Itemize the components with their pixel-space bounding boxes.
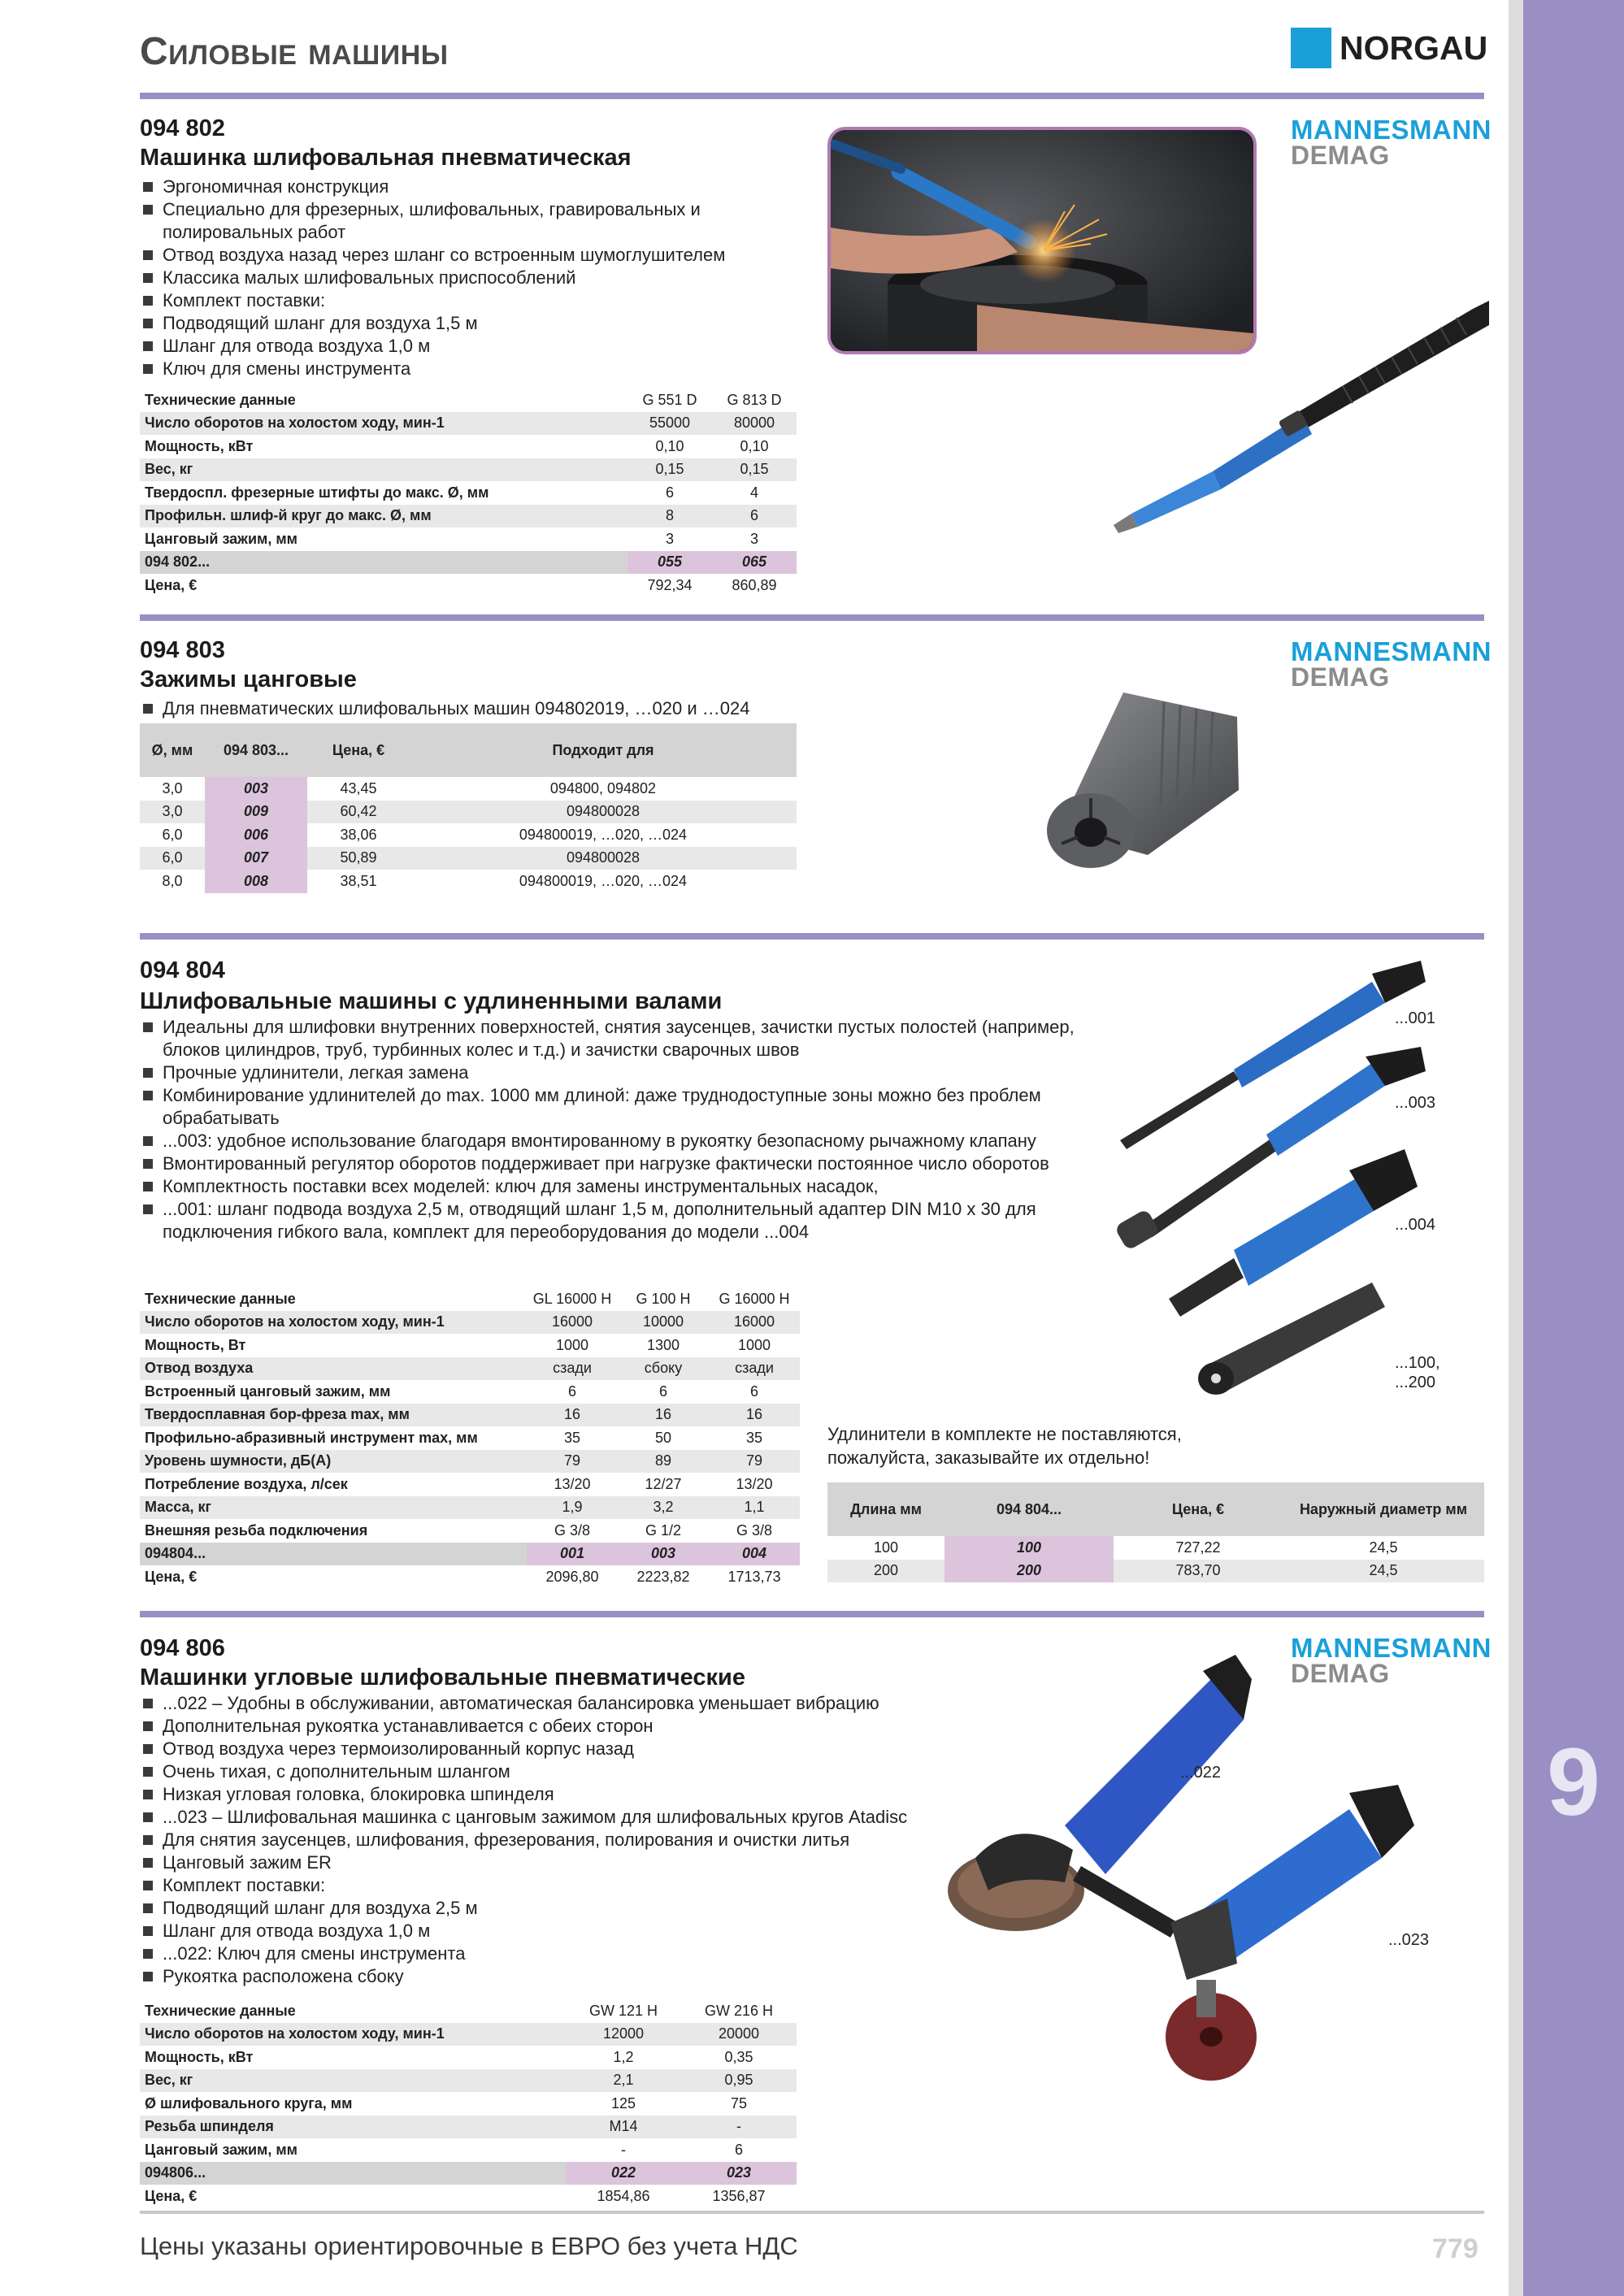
feature-list bbox=[140, 697, 920, 720]
row-label: Твердоспл. фрезерные штифты до макс. Ø, мм bbox=[145, 484, 489, 501]
row-value: 2223,82 bbox=[636, 1568, 690, 1585]
row-value: 0,10 bbox=[655, 437, 684, 454]
row-value: 1713,73 bbox=[727, 1568, 781, 1585]
price-row bbox=[140, 574, 797, 597]
row-value: 0,35 bbox=[724, 2048, 753, 2065]
row-label: Цанговый зажим, мм bbox=[145, 530, 297, 547]
variant-label: ...022 bbox=[1180, 1764, 1222, 1782]
table-cell: 094800, 094802 bbox=[549, 779, 657, 796]
section-heading: Машинки угловые шлифовальные пневматические bbox=[140, 1664, 746, 1691]
table-cell: 6,0 bbox=[162, 826, 183, 843]
feature-item: ...023 – Шлифовальная машинка с цанговым зажимом для шлифовальных кругов Atadisc bbox=[140, 1806, 920, 1829]
row-value: 6 bbox=[567, 1382, 576, 1400]
table-cell: 38,51 bbox=[340, 872, 377, 889]
row-value: 20000 bbox=[681, 2023, 797, 2046]
row-value: GL 16000 H bbox=[532, 1290, 612, 1307]
row-value: 3 bbox=[665, 530, 674, 547]
table-row bbox=[140, 1404, 800, 1427]
row-value: 1,9 bbox=[527, 1496, 618, 1520]
table-row bbox=[140, 801, 797, 824]
variant-label: ...100, bbox=[1395, 1354, 1440, 1372]
feature-list bbox=[140, 176, 814, 380]
row-value: 0,15 bbox=[712, 458, 797, 482]
row-value: G 3/8 bbox=[554, 1521, 591, 1539]
norgau-logo-text: NORGAU bbox=[1340, 29, 1488, 67]
row-label: Мощность, Вт bbox=[145, 1336, 246, 1353]
order-code-row bbox=[140, 2162, 797, 2185]
row-label: Цена, € bbox=[145, 2187, 198, 2204]
table-row bbox=[140, 1473, 800, 1496]
feature-item: Шланг для отвода воздуха 1,0 м bbox=[140, 335, 814, 358]
feature-item: Дополнительная рукоятка устанавливается с обеих сторон bbox=[140, 1715, 920, 1738]
row-value: 6 bbox=[734, 2141, 743, 2158]
variant-label: ...003 bbox=[1395, 1094, 1436, 1112]
row-value: 1000 bbox=[555, 1336, 589, 1353]
feature-item: ...003: удобное использование благодаря вмонтированному в рукоятку безопасному рычажному клапану bbox=[140, 1130, 1099, 1152]
row-value: GW 121 H bbox=[588, 2002, 658, 2019]
table-row bbox=[140, 823, 797, 847]
row-label: 094804... bbox=[140, 1543, 527, 1566]
row-value: G 100 H bbox=[636, 1290, 691, 1307]
table-cell: 3,0 bbox=[162, 779, 183, 796]
row-value: 4 bbox=[749, 484, 758, 501]
table-cell: 727,22 bbox=[1175, 1539, 1221, 1556]
mannesmann-demag-logo: MANNESMANN DEMAG bbox=[1291, 1633, 1492, 1688]
table-row bbox=[140, 435, 797, 458]
row-value: 023 bbox=[681, 2162, 797, 2185]
table-row bbox=[140, 2023, 797, 2046]
table-row bbox=[140, 458, 797, 482]
row-value: сзади bbox=[527, 1357, 618, 1381]
row-value: 55000 bbox=[627, 412, 712, 436]
table-header-row bbox=[140, 1287, 800, 1311]
table-row bbox=[140, 2092, 797, 2116]
table-row bbox=[140, 847, 797, 870]
row-value: 0,10 bbox=[740, 437, 769, 454]
table-cell: 783,70 bbox=[1114, 1560, 1283, 1583]
table-cell: 006 bbox=[205, 823, 307, 847]
row-value: 003 bbox=[618, 1543, 709, 1566]
row-value: 004 bbox=[709, 1543, 800, 1566]
row-value: G 3/8 bbox=[736, 1521, 773, 1539]
table-row bbox=[140, 2046, 797, 2069]
row-label: Масса, кг bbox=[140, 1496, 527, 1520]
feature-item: Цанговый зажим ER bbox=[140, 1851, 920, 1874]
column-header: Наружный диаметр мм bbox=[1283, 1482, 1484, 1536]
row-label: Технические данные bbox=[145, 391, 296, 408]
table-row bbox=[140, 777, 797, 801]
row-value: 13/20 bbox=[736, 1475, 773, 1492]
feature-item: ...001: шланг подвода воздуха 2,5 м, отводящий шланг 1,5 м, дополнительный адаптер DIN M10 x 30 для подключения гибкого вала, комплект для переоборудования до модели ...004 bbox=[140, 1198, 1099, 1243]
row-label: Мощность, кВт bbox=[145, 2048, 254, 2065]
row-value: 50 bbox=[654, 1429, 672, 1446]
row-value: 16 bbox=[709, 1404, 800, 1427]
row-value: 16 bbox=[527, 1404, 618, 1427]
extension-table bbox=[827, 1482, 1484, 1582]
column-header: Ø, мм bbox=[140, 723, 205, 777]
row-value: 1300 bbox=[646, 1336, 680, 1353]
variant-label: ...023 bbox=[1388, 1931, 1430, 1949]
feature-item: Комплект поставки: bbox=[140, 1874, 920, 1897]
feature-item: Эргономичная конструкция bbox=[140, 176, 814, 198]
row-value: 6 bbox=[749, 1382, 758, 1400]
row-label: Профильно-абразивный инструмент max, мм bbox=[145, 1429, 478, 1446]
section-code: 094 802 bbox=[140, 115, 225, 141]
row-value: 6 bbox=[712, 505, 797, 528]
row-value: 3 bbox=[749, 530, 758, 547]
row-value: 1,2 bbox=[613, 2048, 634, 2065]
row-label: Число оборотов на холостом ходу, мин-1 bbox=[140, 2023, 566, 2046]
page-title: Силовые машины bbox=[140, 30, 449, 73]
variant-label: ...001 bbox=[1395, 1009, 1436, 1027]
row-value: 2096,80 bbox=[545, 1568, 599, 1585]
row-value: 022 bbox=[566, 2162, 681, 2185]
row-value: G 16000 H bbox=[719, 1290, 790, 1307]
page-number: 779 bbox=[1432, 2233, 1479, 2264]
table-cell: 009 bbox=[205, 801, 307, 824]
row-value: 35 bbox=[563, 1429, 581, 1446]
table-row bbox=[140, 1496, 800, 1520]
feature-item: Отвод воздуха назад через шланг со встроенным шумоглушителем bbox=[140, 244, 814, 267]
row-label: Технические данные bbox=[145, 1290, 296, 1307]
table-row bbox=[140, 527, 797, 551]
row-value: G 813 D bbox=[727, 391, 782, 408]
row-value: 8 bbox=[627, 505, 712, 528]
collet-table bbox=[140, 723, 797, 893]
row-label: 094806... bbox=[140, 2162, 566, 2185]
spec-table-094802 bbox=[140, 388, 797, 597]
table-cell: 100 bbox=[944, 1536, 1114, 1560]
row-label: Цена, € bbox=[145, 1568, 198, 1585]
row-value: 1000 bbox=[737, 1336, 771, 1353]
row-label: Вес, кг bbox=[140, 2069, 566, 2093]
feature-item: Комплектность поставки всех моделей: ключ для замены инструментальных насадок, bbox=[140, 1175, 1099, 1198]
row-value: G 551 D bbox=[642, 391, 697, 408]
row-label: Технические данные bbox=[145, 2002, 296, 2019]
row-value: - bbox=[681, 2116, 797, 2139]
table-cell: 094800019, …020, …024 bbox=[519, 872, 688, 889]
variant-label: ...200 bbox=[1395, 1374, 1436, 1391]
feature-item: Классика малых шлифовальных приспособлений bbox=[140, 267, 814, 289]
feature-item: Очень тихая, с дополнительным шлангом bbox=[140, 1760, 920, 1783]
column-header: 094 804... bbox=[944, 1482, 1114, 1536]
extension-note: Удлинители в комплекте не поставляются, пожалуйста, заказывайте их отдельно! bbox=[827, 1424, 1182, 1468]
table-cell: 094800028 bbox=[410, 801, 797, 824]
row-value: 055 bbox=[627, 551, 712, 575]
row-value: 16000 bbox=[709, 1311, 800, 1335]
table-row bbox=[140, 870, 797, 893]
row-value: GW 216 H bbox=[704, 2002, 774, 2019]
row-label: Отвод воздуха bbox=[140, 1357, 527, 1381]
order-code-row bbox=[140, 1543, 800, 1566]
row-value: 6 bbox=[658, 1382, 667, 1400]
row-value: 792,34 bbox=[647, 576, 693, 593]
section-code: 094 803 bbox=[140, 637, 225, 663]
row-label: Потребление воздуха, л/сек bbox=[145, 1475, 348, 1492]
header-divider bbox=[140, 93, 1484, 99]
feature-item: Отвод воздуха через термоизолированный корпус назад bbox=[140, 1738, 920, 1760]
row-value: M14 bbox=[566, 2116, 681, 2139]
table-row bbox=[140, 1380, 800, 1404]
row-label: Вес, кг bbox=[140, 458, 627, 482]
row-label: Уровень шумности, дБ(А) bbox=[140, 1450, 527, 1474]
table-cell: 200 bbox=[944, 1560, 1114, 1583]
feature-item: Прочные удлинители, легкая замена bbox=[140, 1061, 1099, 1084]
table-cell: 60,42 bbox=[307, 801, 410, 824]
row-value: 89 bbox=[618, 1450, 709, 1474]
section-divider bbox=[140, 614, 1484, 621]
feature-item: Для пневматических шлифовальных машин 094802019, …020 и …024 bbox=[140, 697, 920, 720]
spec-table-094804 bbox=[140, 1287, 800, 1589]
price-row bbox=[140, 1565, 800, 1589]
row-value: сбоку bbox=[618, 1357, 709, 1381]
feature-item: Низкая угловая головка, блокировка шпинделя bbox=[140, 1783, 920, 1806]
feature-item: ...022 – Удобны в обслуживании, автоматическая балансировка уменьшает вибрацию bbox=[140, 1692, 920, 1715]
table-row bbox=[140, 2069, 797, 2093]
table-row bbox=[827, 1536, 1484, 1560]
row-value: 2,1 bbox=[566, 2069, 681, 2093]
feature-list bbox=[140, 1016, 1099, 1243]
row-label: Твердосплавная бор-фреза max, мм bbox=[140, 1404, 527, 1427]
feature-item: Вмонтированный регулятор оборотов поддерживает при нагрузке фактически постоянное число оборотов bbox=[140, 1152, 1099, 1175]
row-label: Число оборотов на холостом ходу, мин-1 bbox=[140, 412, 627, 436]
mannesmann-demag-logo: MANNESMANN DEMAG bbox=[1291, 636, 1492, 692]
feature-item: Шланг для отвода воздуха 1,0 м bbox=[140, 1920, 920, 1942]
feature-item: Специально для фрезерных, шлифовальных, гравировальных и полировальных работ bbox=[140, 198, 814, 244]
row-label: Профильн. шлиф-й круг до макс. Ø, мм bbox=[140, 505, 627, 528]
table-cell: 094800019, …020, …024 bbox=[519, 826, 688, 843]
section-heading: Шлифовальные машины с удлиненными валами bbox=[140, 988, 723, 1014]
sidebar-gutter bbox=[1509, 0, 1523, 2296]
row-value: G 1/2 bbox=[645, 1521, 682, 1539]
row-value: сзади bbox=[709, 1357, 800, 1381]
row-value: 35 bbox=[745, 1429, 763, 1446]
table-row bbox=[140, 505, 797, 528]
feature-item: Комплект поставки: bbox=[140, 289, 814, 312]
feature-item: Подводящий шланг для воздуха 1,5 м bbox=[140, 312, 814, 335]
row-value: 79 bbox=[709, 1450, 800, 1474]
row-value: 860,89 bbox=[732, 576, 777, 593]
row-value: 001 bbox=[527, 1543, 618, 1566]
row-value: 1356,87 bbox=[712, 2187, 766, 2204]
feature-item: Ключ для смены инструмента bbox=[140, 358, 814, 380]
feature-list bbox=[140, 1692, 920, 1988]
row-value: 0,95 bbox=[681, 2069, 797, 2093]
table-row bbox=[140, 2116, 797, 2139]
section-code: 094 804 bbox=[140, 957, 225, 983]
column-header: Цена, € bbox=[1114, 1482, 1283, 1536]
row-label: Внешняя резьба подключения bbox=[145, 1521, 368, 1539]
section-heading: Машинка шлифовальная пневматическая bbox=[140, 145, 632, 171]
table-row bbox=[140, 1334, 800, 1357]
row-label: Резьба шпинделя bbox=[140, 2116, 566, 2139]
order-code-row bbox=[140, 551, 797, 575]
section-divider bbox=[140, 933, 1484, 940]
extended-shaft-grinders-image bbox=[1112, 957, 1437, 1413]
table-cell: 50,89 bbox=[307, 847, 410, 870]
spec-table-094806 bbox=[140, 1999, 797, 2208]
footer-divider bbox=[140, 2211, 1484, 2214]
chapter-tab-number: 9 bbox=[1547, 1729, 1600, 1836]
row-value: 12/27 bbox=[645, 1475, 682, 1492]
row-value: 13/20 bbox=[554, 1475, 591, 1492]
table-cell: 003 bbox=[205, 777, 307, 801]
norgau-logo-square bbox=[1291, 28, 1331, 68]
pencil-grinder-image bbox=[1099, 301, 1489, 536]
row-label: Цанговый зажим, мм bbox=[145, 2141, 297, 2158]
column-header: Длина мм bbox=[827, 1482, 944, 1536]
section-heading: Зажимы цанговые bbox=[140, 666, 357, 692]
table-cell: 100 bbox=[873, 1539, 899, 1556]
feature-item: ...022: Ключ для смены инструмента bbox=[140, 1942, 920, 1965]
column-header: 094 803... bbox=[205, 723, 307, 777]
table-cell: 24,5 bbox=[1369, 1539, 1398, 1556]
table-cell: 094800028 bbox=[410, 847, 797, 870]
row-value: 12000 bbox=[566, 2023, 681, 2046]
table-row bbox=[140, 1311, 800, 1335]
row-label: Мощность, кВт bbox=[145, 437, 254, 454]
variant-label: ...004 bbox=[1395, 1216, 1436, 1234]
row-value: 10000 bbox=[618, 1311, 709, 1335]
price-row bbox=[140, 2185, 797, 2208]
row-label: Число оборотов на холостом ходу, мин-1 bbox=[140, 1311, 527, 1335]
table-row bbox=[827, 1560, 1484, 1583]
section-divider bbox=[140, 1611, 1484, 1617]
table-cell: 8,0 bbox=[162, 872, 183, 889]
row-value: 75 bbox=[730, 2094, 748, 2112]
row-value: 80000 bbox=[712, 412, 797, 436]
feature-item: Рукоятка расположена сбоку bbox=[140, 1965, 920, 1988]
table-cell: 43,45 bbox=[340, 779, 377, 796]
row-label: 094 802... bbox=[140, 551, 627, 575]
table-cell: 24,5 bbox=[1283, 1560, 1484, 1583]
table-header-row bbox=[140, 1999, 797, 2023]
collet-image bbox=[1026, 684, 1253, 879]
table-cell: 008 bbox=[205, 870, 307, 893]
row-value: 065 bbox=[712, 551, 797, 575]
feature-item: Для снятия заусенцев, шлифования, фрезерования, полирования и очистки литья bbox=[140, 1829, 920, 1851]
row-label: Цена, € bbox=[145, 576, 198, 593]
section-code: 094 806 bbox=[140, 1635, 225, 1661]
table-row bbox=[140, 412, 797, 436]
row-value: 0,15 bbox=[627, 458, 712, 482]
table-header-row bbox=[140, 388, 797, 412]
table-cell: 3,0 bbox=[140, 801, 205, 824]
row-value: - bbox=[621, 2141, 626, 2158]
column-header: Подходит для bbox=[410, 723, 797, 777]
table-cell: 200 bbox=[827, 1560, 944, 1583]
table-row bbox=[140, 1519, 800, 1543]
row-value: 1854,86 bbox=[597, 2187, 650, 2204]
row-label: Встроенный цанговый зажим, мм bbox=[145, 1382, 391, 1400]
feature-item: Подводящий шланг для воздуха 2,5 м bbox=[140, 1897, 920, 1920]
row-value: 16 bbox=[618, 1404, 709, 1427]
chapter-sidebar bbox=[1523, 0, 1624, 2296]
table-row bbox=[140, 2138, 797, 2162]
table-row bbox=[140, 1450, 800, 1474]
angle-grinders-image bbox=[943, 1655, 1431, 2110]
table-cell: 38,06 bbox=[340, 826, 377, 843]
table-cell: 6,0 bbox=[140, 847, 205, 870]
row-value: 125 bbox=[610, 2094, 636, 2112]
row-value: 79 bbox=[527, 1450, 618, 1474]
row-value: 16000 bbox=[527, 1311, 618, 1335]
table-cell: 007 bbox=[205, 847, 307, 870]
row-value: 6 bbox=[665, 484, 674, 501]
feature-item: Комбинирование удлинителей до max. 1000 мм длиной: даже труднодоступные зоны можно без проблем обрабатывать bbox=[140, 1084, 1099, 1130]
row-label: Ø шлифовального круга, мм bbox=[145, 2094, 353, 2112]
table-row bbox=[140, 1357, 800, 1381]
table-row bbox=[140, 481, 797, 505]
column-header: Цена, € bbox=[307, 723, 410, 777]
row-value: 1,1 bbox=[709, 1496, 800, 1520]
footer-note: Цены указаны ориентировочные в ЕВРО без учета НДС bbox=[140, 2232, 798, 2260]
mannesmann-demag-logo: MANNESMANN DEMAG bbox=[1291, 115, 1492, 170]
feature-item: Идеальны для шлифовки внутренних поверхностей, снятия заусенцев, зачистки пустых полостей (например, блоков цилиндров, труб, турбинных колес и т.д.) и зачистки сварочных швов bbox=[140, 1016, 1099, 1061]
table-row bbox=[140, 1426, 800, 1450]
row-value: 3,2 bbox=[618, 1496, 709, 1520]
